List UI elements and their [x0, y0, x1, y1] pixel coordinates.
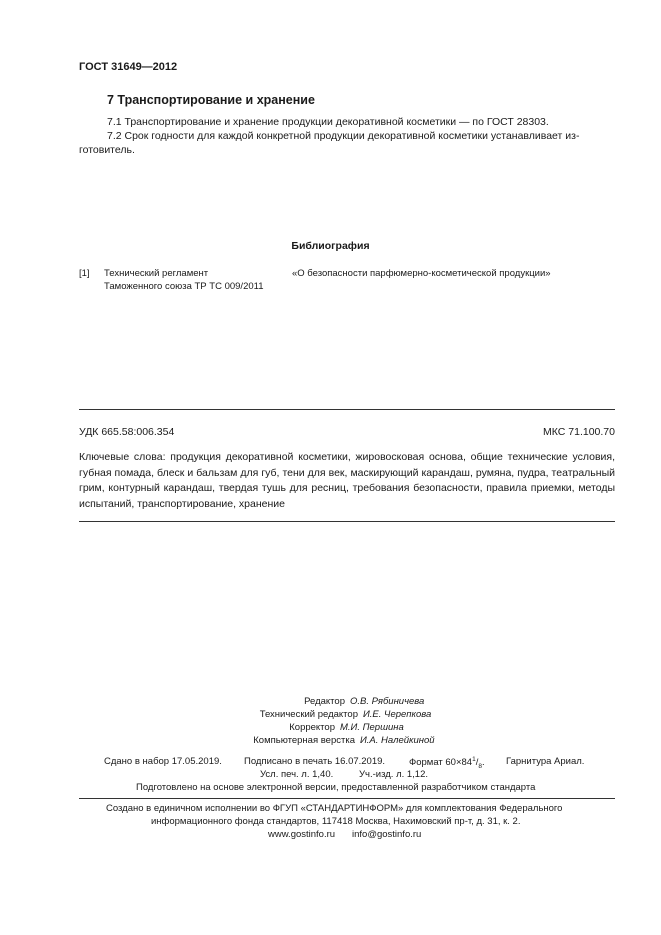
print-format-denominator: 8 [478, 763, 482, 771]
credit-name-layout: И.А. Налейкиной [360, 735, 435, 746]
conventional-sheets: Усл. печ. л. 1,40. [260, 769, 334, 780]
paragraph-7-2-line1: 7.2 Срок годности для каждой конкретной продукции декоративной косметики устанавливает из- [107, 130, 580, 142]
udk-code: УДК 665.58:006.354 [79, 426, 175, 438]
keywords: Ключевые слова: продукция декоративной косметики, жировосковая основа, общие технические условия, губная помада, блеск и бальзам для губ, тени для век, маскирующий карандаш, румяна, пудра, театральный грим, контурный карандаш, твердая тушь для ресниц, требования безопасности, правила приемки, методы испытаний, транспортирование, хранение [79, 451, 615, 510]
print-format: Формат $60\times 84^1/_8$. [409, 756, 485, 771]
credit-role-proofreader: Корректор [289, 722, 335, 733]
typeset-date: Сдано в набор 17.05.2019. [104, 756, 222, 767]
paragraph-7-2-line2: готовитель. [79, 144, 135, 156]
bibliography-entry-number: [1] [79, 268, 90, 279]
credit-name-tech-editor: И.Е. Черепкова [363, 709, 432, 720]
bottom-divider [79, 798, 615, 799]
publisher-email[interactable]: info@gostinfo.ru [352, 829, 422, 840]
publishing-sheets: Уч.-изд. л. 1,12. [359, 769, 429, 780]
credit-name-proofreader: М.И. Першина [340, 722, 404, 733]
credit-role-tech-editor: Технический редактор [259, 709, 358, 720]
signed-date: Подписано в печать 16.07.2019. [244, 756, 386, 767]
credit-name-editor: О.В. Рябиничева [350, 696, 425, 707]
middle-divider [79, 521, 615, 522]
publisher-line1: Создано в единичном исполнении во ФГУП «СТАНДАРТИНФОРМ» для комплектования Федерального [106, 803, 563, 814]
bibliography-entry-doc-line1: Технический регламент [104, 268, 209, 279]
print-format-numerator: 1 [472, 756, 476, 763]
bibliography-entry-doc-line2: Таможенного союза ТР ТС 009/2011 [104, 281, 264, 292]
bibliography-entry-title: «О безопасности парфюмерно-косметической продукции» [292, 268, 551, 279]
print-format-label: Формат 60×84 [409, 757, 473, 769]
bibliography-title: Библиография [291, 240, 370, 252]
section-title: 7 Транспортирование и хранение [107, 93, 315, 107]
mks-code: МКС 71.100.70 [543, 426, 615, 438]
credit-role-layout: Компьютерная верстка [253, 735, 355, 746]
typeface: Гарнитура Ариал. [506, 756, 585, 767]
prepared-note: Подготовлено на основе электронной версии, предоставленной разработчиком стандарта [136, 782, 536, 793]
publisher-line2: информационного фонда стандартов, 117418 Москва, Нахимовский пр-т, д. 31, к. 2. [151, 816, 521, 827]
publisher-website[interactable]: www.gostinfo.ru [268, 829, 336, 840]
document-header: ГОСТ 31649—2012 [79, 61, 178, 73]
top-divider [79, 409, 615, 410]
credit-role-editor: Редактор [304, 696, 345, 707]
paragraph-7-1: 7.1 Транспортирование и хранение продукции декоративной косметики — по ГОСТ 28303. [107, 116, 549, 128]
